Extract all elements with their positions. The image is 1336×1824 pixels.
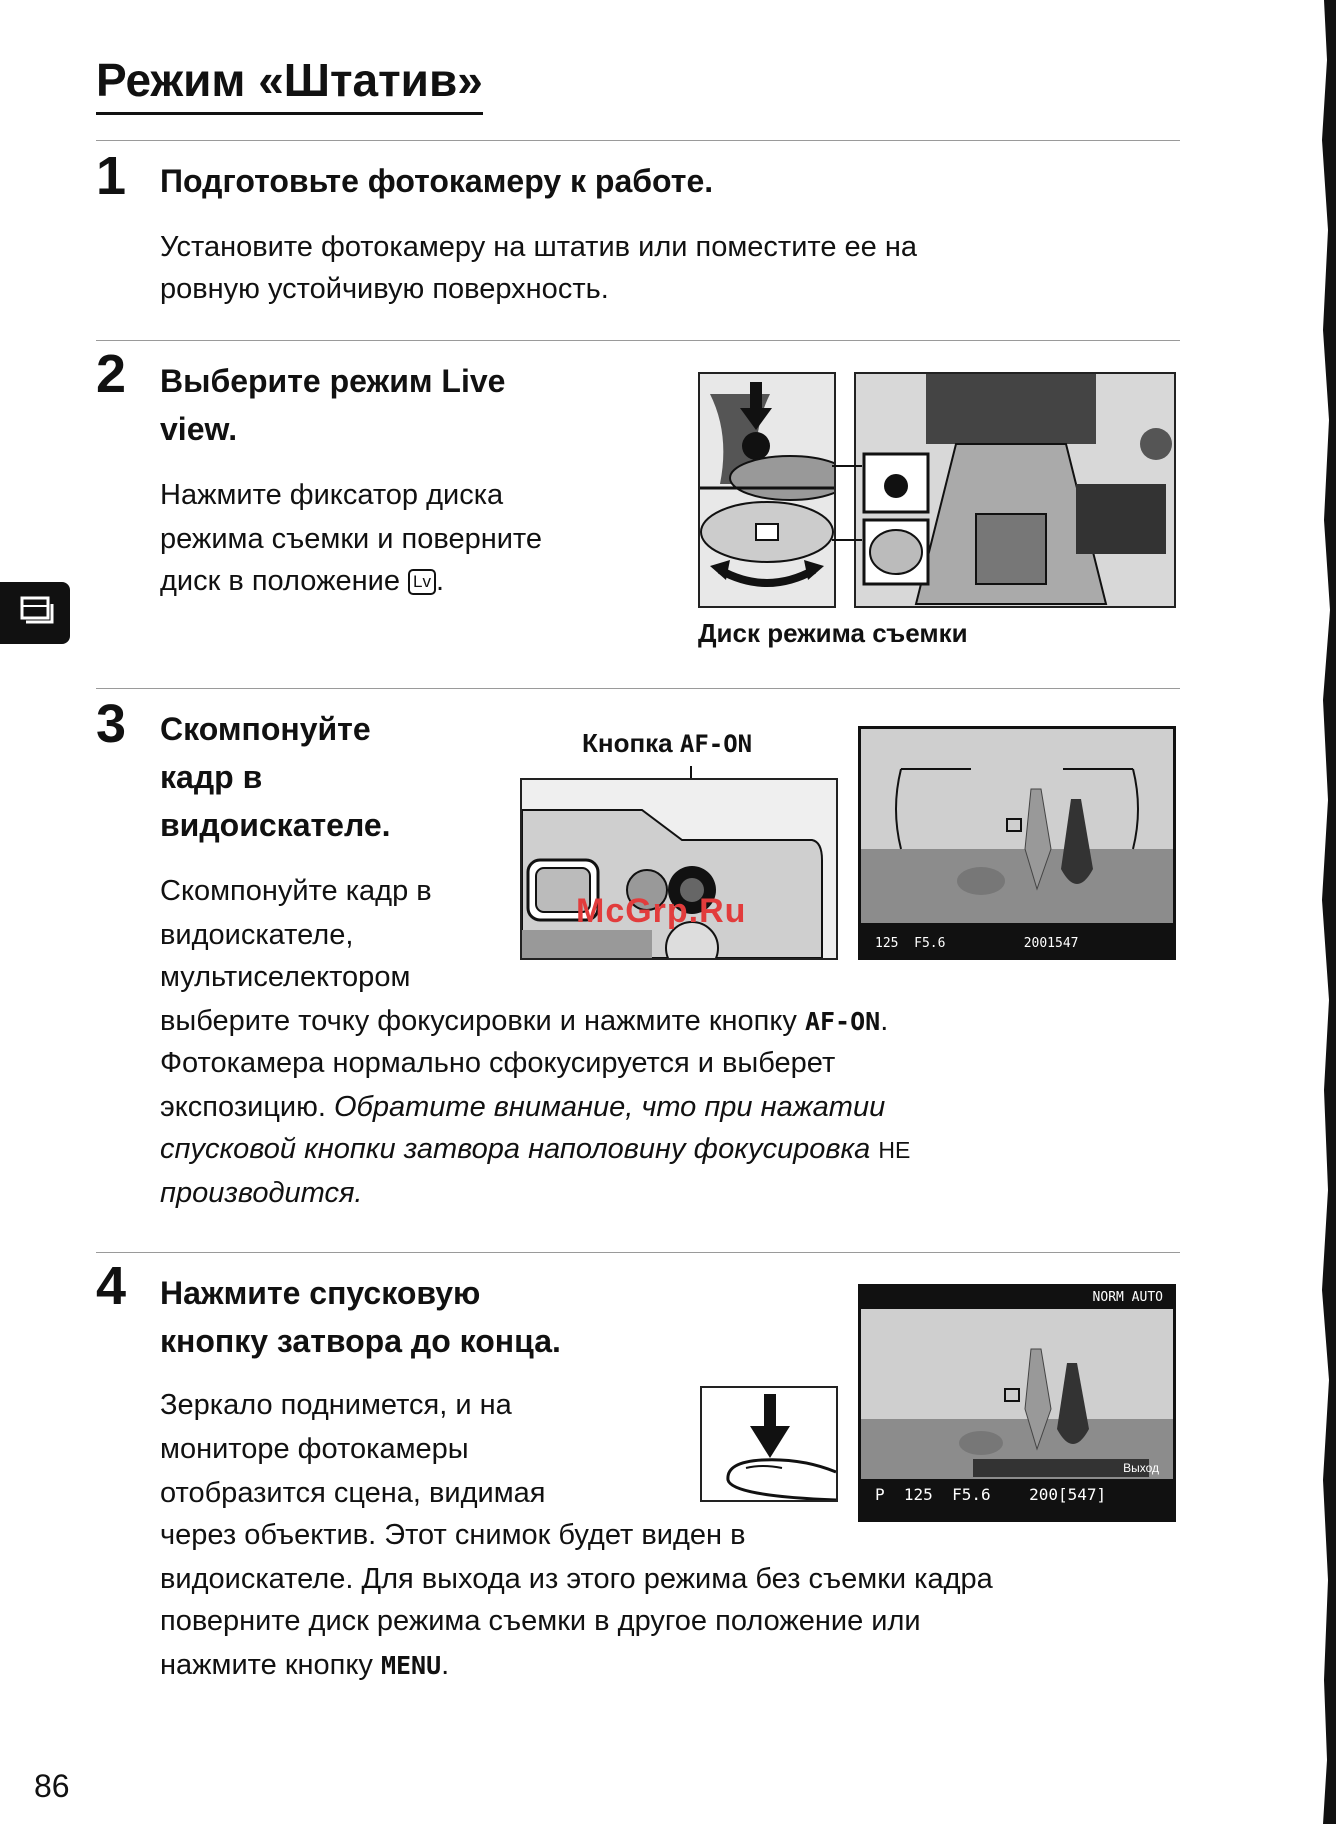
step-text: . (880, 1005, 889, 1037)
viewfinder-display (858, 726, 1176, 960)
viewfinder-info: 125 F5.6 2001547 (875, 936, 1079, 951)
step-heading: Подготовьте фотокамеру к работе. (160, 163, 714, 199)
step-text: Фотокамера нормально сфокусируется и выберет (160, 1047, 836, 1079)
camera-back-icon (522, 780, 836, 958)
step-text: Зеркало поднимется, и на (160, 1389, 512, 1421)
divider (96, 340, 1180, 341)
step-text: Нажмите фиксатор диска (160, 479, 504, 511)
camera-top-illustration (854, 372, 1176, 608)
live-view-badge: Lv (408, 569, 436, 595)
step-heading: кадр в (160, 759, 263, 795)
live-view-tab-icon (0, 582, 70, 644)
page-number: 86 (34, 1768, 70, 1804)
page-edge (1318, 0, 1336, 1824)
divider (96, 1252, 1180, 1253)
step-text: поверните диск режима съемки в другое положение или (160, 1605, 921, 1637)
step-heading: Выберите режим Live (160, 363, 506, 399)
step-text: Скомпонуйте кадр в (160, 875, 432, 907)
af-on-key: AF-ON (804, 1007, 881, 1036)
monitor-top-status: NORM AUTO (1092, 1290, 1163, 1305)
step-heading: view. (160, 411, 238, 447)
step-text-line (160, 560, 444, 602)
camera-back-illustration (520, 778, 838, 960)
step-number: 3 (96, 694, 127, 754)
step-number: 2 (96, 344, 127, 404)
page-title: Режим «Штатив» (96, 52, 483, 115)
step-heading: видоискателе. (160, 807, 391, 843)
step-note: спусковой кнопки затвора наполовину фокусировка (160, 1133, 871, 1165)
step-text: выберите точку фокусировки и нажмите кнопку (160, 1005, 797, 1037)
callout-lines (832, 440, 862, 570)
step-number: 4 (96, 1256, 127, 1316)
step-text: ровную устойчивую поверхность. (160, 273, 609, 305)
divider (96, 688, 1180, 689)
step-text: через объектив. Этот снимок будет виден в (160, 1519, 746, 1551)
step-text-line (160, 1000, 888, 1043)
figure-caption: Кнопка (582, 728, 673, 758)
step-text: нажмите кнопку (160, 1649, 373, 1681)
mode-dial-icon (700, 374, 834, 606)
figure-caption-line (582, 728, 752, 759)
step-heading: Нажмите спусковую (160, 1275, 481, 1311)
step-text-line (160, 1644, 449, 1687)
camera-top-icon (856, 374, 1174, 606)
monitor-exit-label: Выход (1123, 1461, 1159, 1475)
section-tab (0, 582, 70, 644)
af-on-key: AF-ON (679, 730, 753, 758)
shutter-press-illustration (700, 1386, 838, 1502)
step-text: мониторе фотокамеры (160, 1433, 469, 1465)
mode-dial-illustration (698, 372, 836, 608)
finger-press-icon (702, 1388, 836, 1500)
step-text: видоискателе. Для выхода из этого режима без съемки кадра (160, 1563, 993, 1595)
step-note-emphasis: НЕ (878, 1137, 911, 1163)
step-text: . (435, 565, 445, 597)
step-text: мультиселектором (160, 961, 411, 993)
step-text-line (160, 1128, 910, 1171)
step-text: . (441, 1649, 450, 1681)
step-text: режима съемки и поверните (160, 523, 543, 555)
menu-key: MENU (380, 1651, 442, 1680)
monitor-display (858, 1284, 1176, 1522)
step-text: экспозицию. (160, 1091, 326, 1123)
step-text: отобразится сцена, видимая (160, 1477, 546, 1509)
step-text: диск в положение (160, 565, 400, 597)
step-note: производится. (160, 1177, 363, 1209)
step-note: Обратите внимание, что при нажатии (334, 1091, 886, 1123)
watermark: McGrp.Ru (576, 892, 747, 930)
monitor-bottom-status: P 125 F5.6 200[547] (875, 1485, 1107, 1504)
figure-caption: Диск режима съемки (698, 618, 968, 648)
step-text: видоискателе, (160, 919, 354, 951)
viewfinder-scene-icon (861, 729, 1173, 923)
step-heading: Скомпонуйте (160, 711, 371, 747)
divider (96, 140, 1180, 141)
step-number: 1 (96, 146, 127, 206)
monitor-scene-icon (861, 1309, 1173, 1479)
step-text: Установите фотокамеру на штатив или поместите ее на (160, 231, 917, 263)
step-text-line (160, 1086, 885, 1128)
step-heading: кнопку затвора до конца. (160, 1323, 561, 1359)
